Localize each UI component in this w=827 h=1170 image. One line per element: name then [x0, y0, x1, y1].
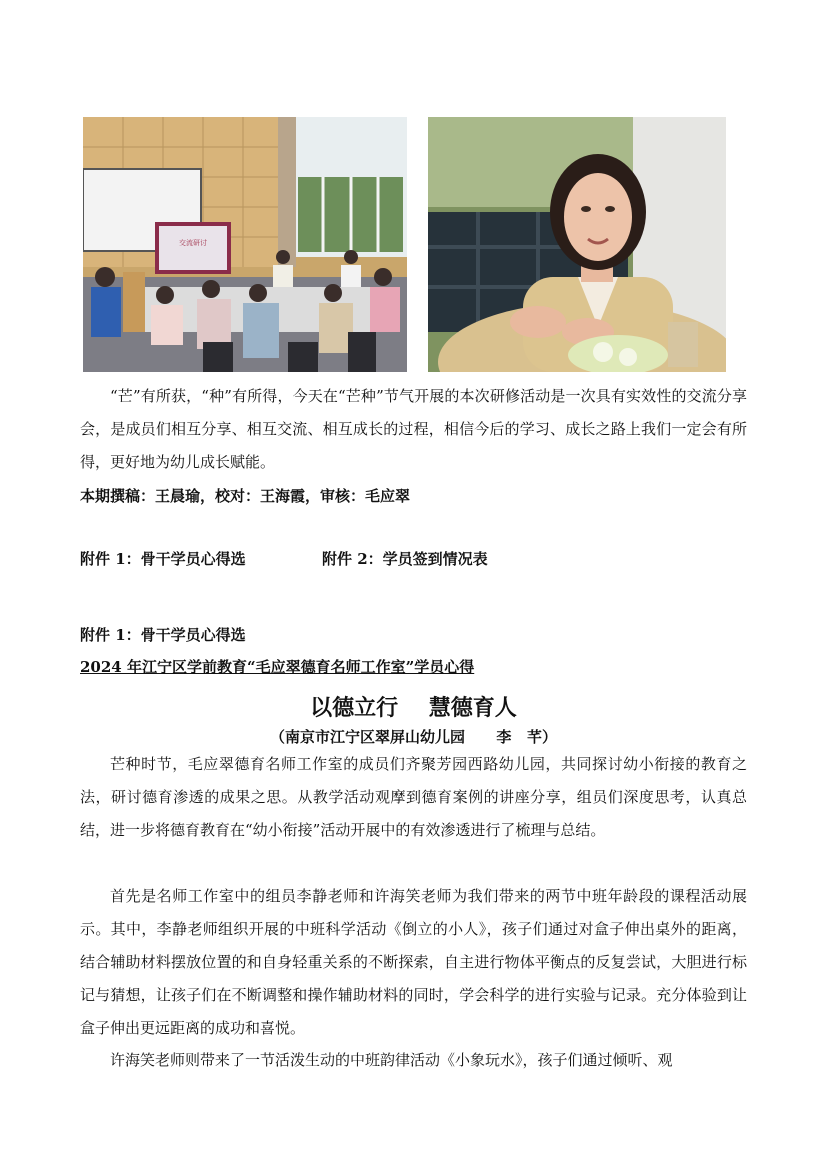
intro-paragraph: “芒”有所获，“种”有所得，今天在“芒种”节气开展的本次研修活动是一次具有实效性的交流分享会，是成员们相互分享、相互交流、相互成长的过程，相信今后的学习、成长之路上我们一定会有所得，更好地为幼儿成长赋能。 — [80, 387, 747, 471]
screen-text: 交流研讨 — [179, 239, 207, 247]
attachment-1-link[interactable]: 附件 1：骨干学员心得选 — [80, 550, 246, 568]
essay-paragraph-3: 许海笑老师则带来了一节活泼生动的中班韵律活动《小象玩水》，孩子们通过倾听、观 — [110, 1051, 673, 1069]
section-subtitle: 2024 年江宁区学前教育“毛应翠德育名师工作室”学员心得 — [80, 658, 475, 676]
attachment-2-link[interactable]: 附件 2：学员签到情况表 — [322, 550, 488, 568]
essay-title: 以德立行 慧德育人 — [310, 695, 517, 721]
essay-paragraph-2: 首先是名师工作室中的组员李静老师和许海笑老师为我们带来的两节中班年龄段的课程活动展示。其中，李静老师组织开展的中班科学活动《倒立的小人》，孩子们通过对盒子伸出桌外的距离，结合辅助材料摆放位置的和自身轻重关系的不断探索，自主进行物体平衡点的反复尝试，大胆进行标记与猜想，让孩子们在不断调整和操作辅助材料的同时，学会科学的进行实验与记录。充分体验到让盒子伸出更远距离的成功和喜悦。 — [80, 887, 747, 1037]
seminar-room-photo — [83, 117, 407, 372]
section-heading: 附件 1：骨干学员心得选 — [80, 626, 246, 644]
essay-paragraph-1: 芒种时节，毛应翠德育名师工作室的成员们齐聚芳园西路幼儿园，共同探讨幼小衔接的教育之法，研讨德育渗透的成果之思。从教学活动观摩到德育案例的讲座分享，组员们深度思考，认真总结，进一步将德育教育在“幼小衔接”活动开展中的有效渗透进行了梳理与总结。 — [80, 755, 747, 839]
speaker-portrait-photo — [428, 117, 726, 372]
credits-line: 本期撰稿：王晨瑜，校对：王海霞，审核：毛应翠 — [80, 487, 411, 505]
essay-author: （南京市江宁区翠屏山幼儿园 李 芊） — [269, 728, 557, 746]
